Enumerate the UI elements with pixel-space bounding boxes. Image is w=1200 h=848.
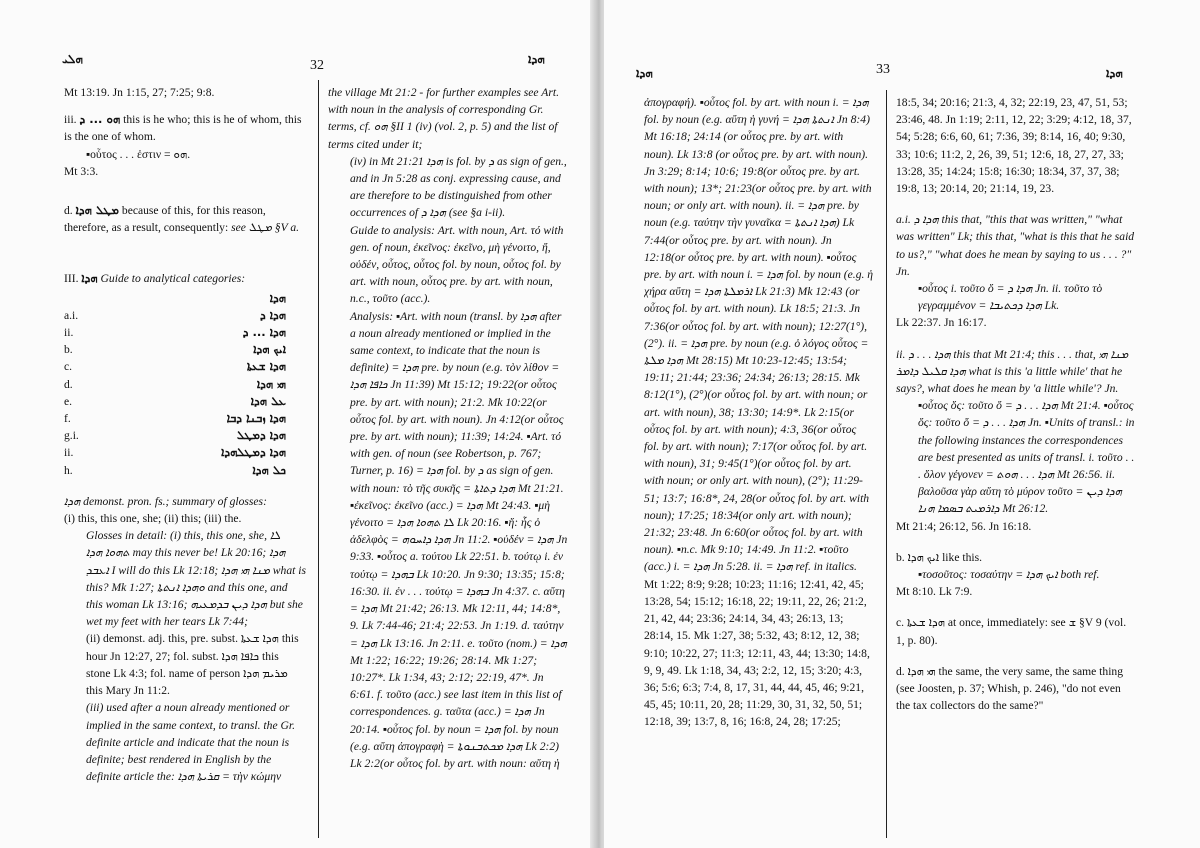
left-running-head-left: ܗܠܝ bbox=[62, 52, 83, 66]
right-page-number: 33 bbox=[876, 62, 890, 77]
entry-c: c. ܗܕܐ ܫܥܬܐ at once, immediately: see ܫ §V 9 (vol. 1, p. 80). bbox=[896, 616, 1127, 647]
ref-line: Mt 8:10. Lk 7:9. bbox=[896, 585, 973, 599]
greek-correspondence: ▪οὗτος ὅς: τοῦτο ὅ = ܗܕܐ . . . ܕ Mt 21:4. ▪οὗτος ὅς: τοῦτο ὅ = ܗܕܐ . . . ܕ Jn. ▪Units of transl.: in the following instances the correspondences are best presented as units of transl. i. τοῦτο . . . ὅλον γέγονεν = ܗܕܐ . . . ܗܘܬ Mt 26:56. ii. βαλοῦσα γὰρ αὕτη τὸ μύρον τοῦτο = ܗܕܐ ܕܝܢ ܕܐܪܡܝܬ ܒܣܡܐ ܗܢܐ Mt 26:12. bbox=[918, 399, 1135, 516]
analysis: Analysis: ▪Art. with noun (transl. by ܗܕܐ after a noun already mentioned or implied in the same context, to indicate that the noun is definite) = ܗܕܐ pre. by noun (e.g. τὸν λίθον = ܟܐܦܐ ܗܕܐ Jn 11:39) Mt 15:12; 19:22(or οὗτος pre. by art. with noun); 21:2. Mk 10:22(or οὗτος fol. by art. with noun). Jn 4:12(or οὗτος pre. by art. with noun); 11:39; 14:24. ▪Art. τό with gen. of noun (see Robertson, p. 767; Turner, p. 16) = ܗܕܐ fol. by ܕ as sign of gen. with noun: τὸ τῆς συκῆς = ܗܕܐ ܕܬܐܬܐ Mt 21:21. ▪ἐκεῖνος: ἐκεῖνο (acc.) = ܗܕܐ Mt 24:43. ▪μὴ γένοιτο = ܠܐ ܬܗܘܐ ܗܕܐ Lk 20:16. ▪ἥ: ἧς ὁ ἀδελφὸς = ܗܕܐ ܕܐܚܘܗ Jn 11:2. ▪οὐδέν = ܗܕܐ Jn 9:33. ▪οὗτος a. τούτου Lk 22:51. b. τούτῳ i. ἐν τούτῳ = ܒܗܕܐ Lk 10:20. Jn 9:30; 13:35; 15:8; 16:30. ii. ἐν . . . τούτῳ = ܒܗܕܐ Jn 4:37. c. αὕτη = ܗܕܐ Mt 21:42; 26:13. Mk 12:11, 44; 14:8*, 9. Lk 7:44-46; 21:4; 22:53. Jn 1:19. d. ταύτην = ܗܕܐ Lk 13:16. Jn 2:11. e. τοῦτο (nom.) = ܗܕܐ Mt 1:22; 16:22; 19:26; 28:14. Mk 1:27; 10:27*. Lk 1:34, 43; 2:12; 22:19, 47*. Jn 6:61. f. τοῦτο (acc.) see last item in this list of correspondences. g. ταῦτα (acc.) = ܗܕܐ Jn 20:14. ▪οὗτος fol. by noun = ܗܕܐ fol. by noun (e.g. αὕτη ἀπογραφὴ = ܗܕܐ ܡܟܬܒܢܘܬܐ Lk 2:2) Lk 2:2(or οὗτος fol. by art. with noun: αὕτη ἡ bbox=[350, 309, 568, 770]
entry-ai: a.i. ܗܕܐ ܕ this that, "this that was written," "what was written" Lk; this that, "what is this that he said to us?," "what does he mean by saying to us . . . ?" Jn. bbox=[896, 213, 1135, 278]
category-row: g.i. ܗܕܐ ܕܡܛܠ bbox=[64, 428, 286, 443]
right-running-head-right: ܗܕܐ bbox=[1106, 66, 1123, 80]
left-page bbox=[0, 0, 596, 848]
ref-line: Mt 21:4; 26:12, 56. Jn 16:18. bbox=[896, 519, 1032, 533]
ref-list: 18:5, 34; 20:16; 21:3, 4, 32; 22:19, 23, 47, 51, 53; 23:46, 48. Jn 1:19; 2:11, 12, 22; 3:29; 4:12, 18, 37, 54; 5:28; 6:6, 60, 61; 7:36, 39; 8:14, 16, 40; 9:30, 33; 10:6; 11:2, 2, 26, 39, 51; 12:6, 18, 27, 27, 33; 13:28, 35; 14:24; 15:8; 16:30; 18:34, 37, 37, 38; 19:8, 13; 20:14, 20; 21:14, 19, 23. bbox=[896, 96, 1132, 196]
right-column-1 bbox=[644, 94, 874, 848]
category-row: f. ܗܕܐ ܙܒܢܐ ܕܒܐ bbox=[64, 411, 286, 426]
gloss-detail-i: Glosses in detail: (i) this, this one, she, ܠܐ ܬܗܘܐ ܗܕܐ may this never be! Lk 20:16; ܗܕܐ ܐܥܒܕ I will do this Lk 12:18; ܡܢܐ ܗܝ ܗܕܐ what is this? Mk 1:27; ܘܗܕܐ ܐܢܬܬܐ and this one, and this woman Lk 13:16; ܗܕܐ ܕܝܢ ܒܕܡܥܝܗ but she wet my feet with her tears Lk 7:44; bbox=[86, 529, 306, 629]
category-row: d. ܗܝ ܗܕܐ bbox=[64, 376, 286, 391]
entry-ii: ii. ܗܕܐ . . . ܕ this that Mt 21:4; this . . . that, ܡܢܐ ܗܝ ܗܕܐ ܩܠܝܠ ܕܐܡܪ what is this 'a little while' that he says?, what does he mean by 'a little while'? Jn. bbox=[896, 347, 1129, 396]
ref-list: Mt 1:22; 8:9; 9:28; 10:23; 11:16; 12:41, 42, 45; 13:28, 54; 15:12; 16:18, 22; 19:11, 22, 26; 21:2, 21, 42, 44; 23:36; 24:14, 34, 43; 26:13, 13; 28:14, 15. Mk 1:27, 38; 5:32, 43; 8:12, 12, 38; 9:10; 10:22, 27; 11:3; 12:11, 43, 44; 13:30; 14:8, 9, 9, 49. Lk 1:18, 34, 43; 2:2, 12, 15; 3:20; 4:3, 36; 5:6; 6:3; 7:4, 8, 17, 31, 44, 44, 45, 46; 9:21, 45, 45; 10:11, 20, 28; 11:29, 30, 31, 32, 50, 51; 12:18, 39; 13:7, 8, 16; 16:8, 24, 28; 17:25; bbox=[644, 577, 870, 729]
left-running-head-right: ܗܕܐ bbox=[528, 52, 545, 66]
entry-iii: iii. ܗܘ ... ܕ this is he who; this is he of whom, this is the one of whom. bbox=[64, 112, 302, 144]
entry-d: d. ܡܛܠ ܗܕܐ because of this, for this reason, therefore, as a result, consequently: see ܡܛܠ §V a. bbox=[64, 203, 300, 235]
ref-line: Mt 13:19. Jn 1:15, 27; 7:25; 9:8. bbox=[64, 86, 215, 99]
category-row: ii. ܗܕܐ ... ܕ bbox=[64, 325, 286, 340]
summary-heading: ܗܕܐ demonst. pron. fs.; summary of glosses: bbox=[64, 494, 267, 508]
right-page bbox=[604, 0, 1200, 848]
paragraph: the village Mt 21:2 - for further examples see Art. with noun in the analysis of corresponding Gr. terms, cf. ܗܘ §II 1 (iv) (vol. 2, p. 5) and the list of terms cited under it; bbox=[328, 86, 559, 151]
column-rule bbox=[886, 90, 887, 838]
category-row: e. ܥܠ ܗܕܐ bbox=[64, 393, 286, 408]
category-row: a.i. ܗܕܐ ܕ bbox=[64, 307, 286, 322]
category-row: ii. ܗܕܐ ܕܡܛܠܗܕܐ bbox=[64, 445, 286, 460]
left-column-1 bbox=[64, 84, 306, 848]
left-page-number: 32 bbox=[310, 58, 324, 73]
entry-b: b. ܐܝܟ ܗܕܐ like this. bbox=[896, 550, 983, 564]
section-iii-heading: III. ܗܕܐ Guide to analytical categories: bbox=[64, 271, 246, 286]
category-row: h. ܟܠ ܗܕܐ bbox=[64, 462, 286, 477]
category-row: ܗܕܐ bbox=[269, 290, 286, 305]
entry-d: d. ܗܝ ܗܕܐ the same, the very same, the same thing (see Joosten, p. 37; Whish, p. 246), "do not even the tax collectors do the same?" bbox=[896, 664, 1124, 713]
gloss-detail-ii: (ii) demonst. adj. this, pre. subst. ܗܕܐ ܫܥܬܐ this hour Jn 12:27, 27; fol. subst. ܟܐܦܐ ܗܕܐ this stone Lk 4:3; fol. name of person ܡܪܝܡ ܗܕܐ this Mary Jn 11:2. bbox=[86, 632, 299, 698]
column-rule bbox=[318, 80, 319, 838]
greek-correspondence: ▪οὗτος . . . ἐστιν = ܗܘ. bbox=[86, 147, 191, 161]
right-running-head-left: ܗܕܐ bbox=[636, 66, 653, 80]
right-column-2 bbox=[896, 94, 1136, 848]
analysis-continued: ἀπογραφή). ▪οὗτος fol. by art. with noun i. = ܗܕܐ fol. by noun (e.g. αὕτη ἡ γυνή = ܐܢܬܬܐ ܗܕܐ Jn 8:4) Mt 16:18; 24:14 (or οὗτος pre. by art. with noun). Lk 13:8 (or οὗτος pre. by art. with noun). Jn 3:29; 8:14; 10:6; 19:8(or οὗτος pre. by art. with noun); 13*; 21:23(or οὗτος pre. by art. with noun; or only art. with noun). ii. = ܗܕܐ pre. by noun (e.g. ταύτην τὴν γυναῖκα = ܗܕܐ ܐܢܬܬܐ) Lk 7:44(or οὗτος pre. by art. with noun). Jn 12:18(or οὗτος pre. by art. with noun). ▪οὗτος pre. by art. with noun i. = ܗܕܐ fol. by noun (e.g. ἡ χήρα αὕτη = ܐܪܡܠܬܐ ܗܕܐ Lk 21:3) Mk 12:43 (or οὗτος fol. by art. with noun). Lk 18:5; 21:3. Jn 7:36(or οὗτος fol. by art. with noun); 12:27(1°), (2°). ii. = ܗܕܐ pre. by noun (e.g. ὁ λόγος οὗτος = ܗܕܐ ܡܠܬܐ Mt 28:15) Mt 10:23-12:45; 13:54; 19:11; 21:44; 23:36; 24:34; 26:13; 28:15. Mk 8:12(1°), (2°)(or οὗτος fol. by art. with noun; or art. with noun), 38; 13:30; 14:9*. Lk 2:15(or οὗτος fol. by art. with noun); 4:3, 36(or οὗτος fol. by art. with noun); 7:17(or οὗτος fol. by art. with noun), 31; 9:45(1°)(or οὗτος fol. by art. with noun; or only art. with noun), (2°); 11:29-51; 13:7; 16:8*, 24, 28(or οὗτος fol. by art. with noun); 17:25; 18:34(or only art. with noun); 21:32; 23:48. Jn 6:60(or οὗτος fol. by art. with noun). ▪n.c. Mk 9:10; 14:49. Jn 11:2. ▪τοῦτο (acc.) i. = ܗܕܐ Jn 5:28. ii. = ܗܕܐ ref. in italics. bbox=[644, 96, 874, 574]
gloss-detail-iii: (iii) used after a noun already mentioned or implied in the same context, to transl. the Gr. definite article and indicate that the noun is definite; best rendered in English by the definite article the: ܩܪܝܬܐ ܗܕܐ = τὴν κώμην bbox=[86, 701, 295, 784]
ref-line: Mt 3:3. bbox=[64, 164, 99, 178]
paragraph: (iv) in Mt 21:21 ܗܕܐ is fol. by ܕ as sign of gen., and in Jn 5:28 as conj. expressing cause, and are therefore to be distinguished from other occurrences of ܗܕܐ ܕ (see §a i-ii). bbox=[350, 154, 567, 220]
summary-list: (i) this, this one, she; (ii) this; (iii) the. bbox=[64, 512, 242, 526]
greek-correspondence: ▪τοσοῦτος: τοσαύτην = ܐܝܟ ܗܕܐ both ref. bbox=[918, 568, 1100, 582]
left-column-2 bbox=[328, 84, 568, 848]
category-list bbox=[64, 290, 306, 479]
ref-line: Lk 22:37. Jn 16:17. bbox=[896, 316, 987, 330]
category-row: b. ܐܝܟ ܗܕܐ bbox=[64, 342, 286, 357]
greek-correspondence: ▪οὗτος i. τοῦτο ὅ = ܗܕܐ ܕ Jn. ii. τοῦτο τὸ γεγραμμένον = ܗܕܐ ܕܟܬܝܒܐ Lk. bbox=[918, 282, 1103, 313]
category-row: c. ܗܕܐ ܫܥܬܐ bbox=[64, 359, 286, 374]
guide-to-analysis: Guide to analysis: Art. with noun, Art. τό with gen. of noun, ἐκεῖνος: ἐκεῖνο, μὴ γένοιτο, ἥ, οὐδέν, οὗτος, οὗτος fol. by noun, οὗτος fol. by art. with noun, οὗτος pre. by art. with noun, n.c., τοῦτο (acc.). bbox=[350, 223, 564, 306]
